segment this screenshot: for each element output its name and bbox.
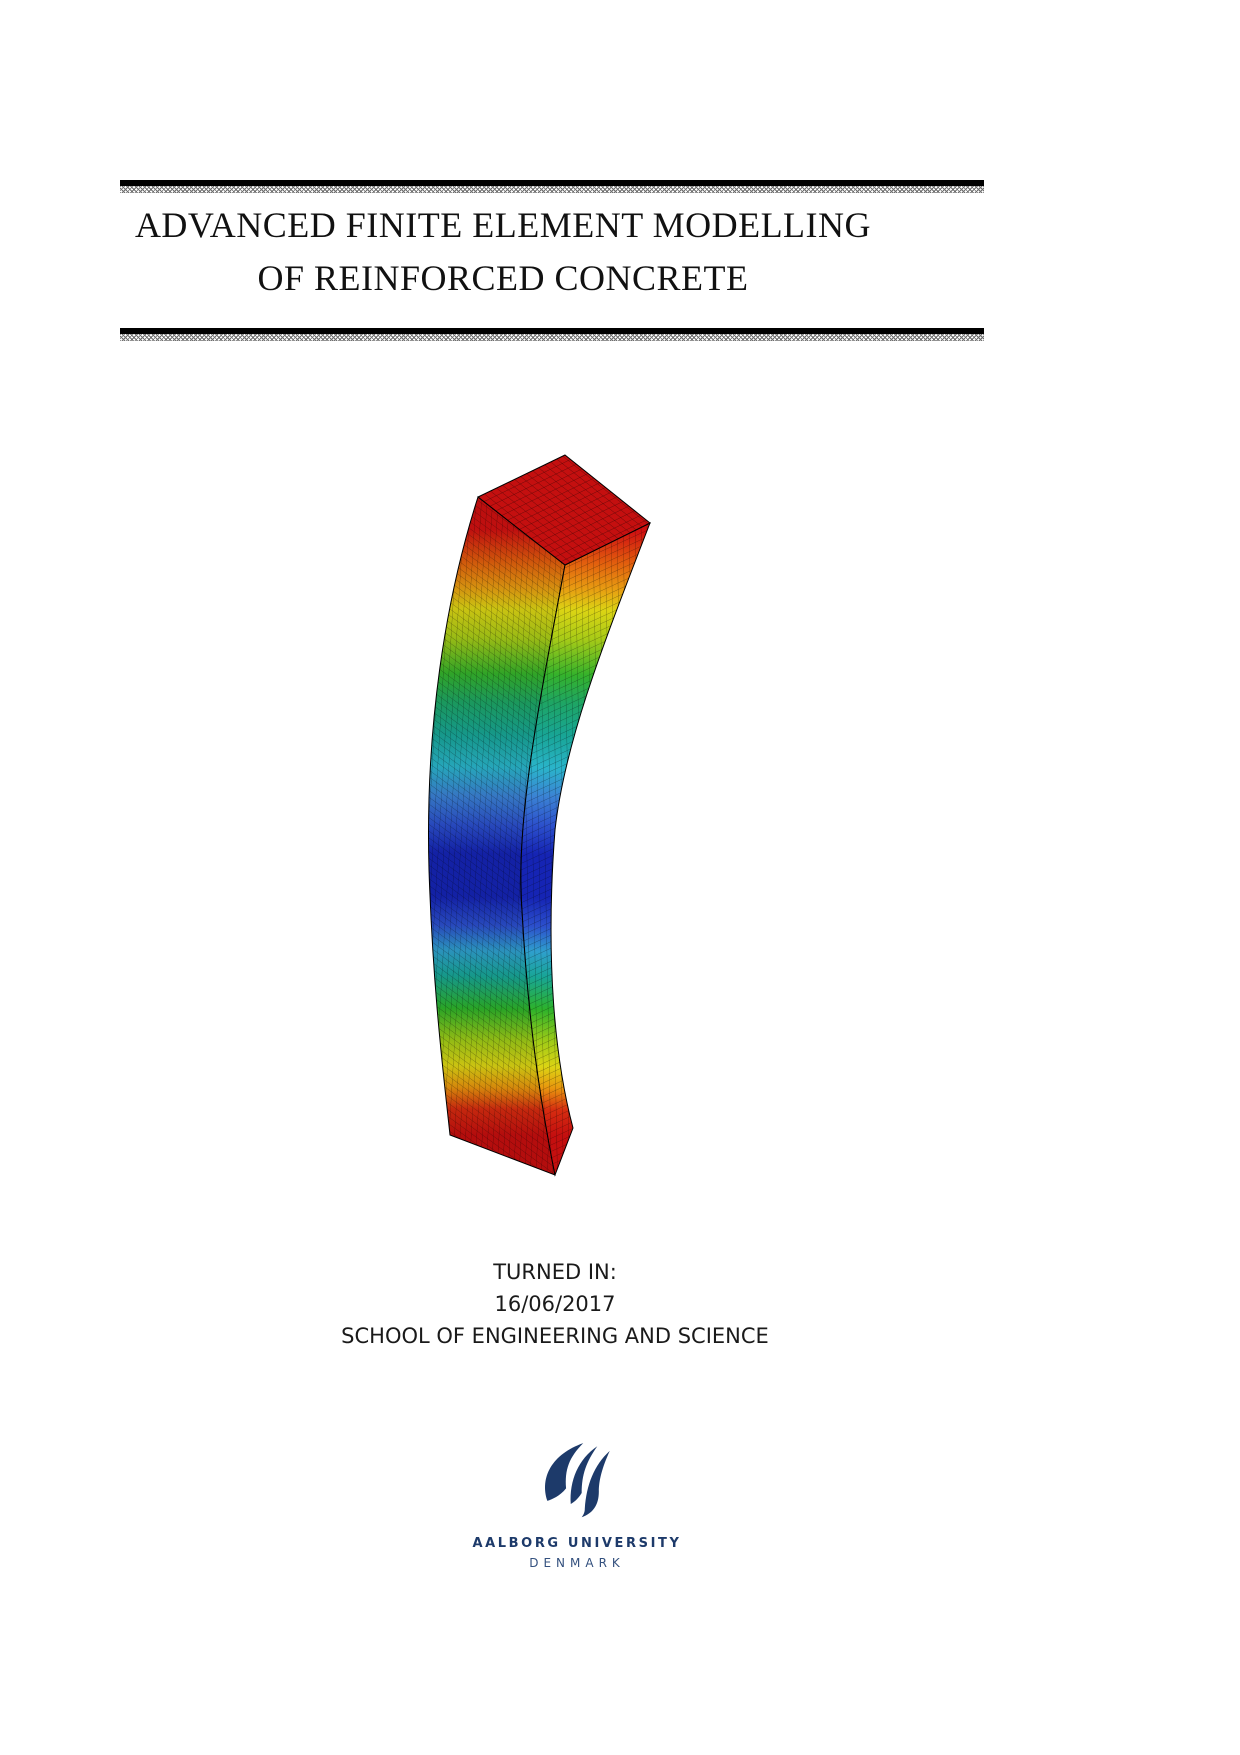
title-top-border — [120, 180, 984, 193]
turned-in-label: TURNED IN: — [493, 1260, 617, 1284]
title-top-border-art-strip — [120, 186, 984, 193]
report-title-line-2: OF REINFORCED CONCRETE — [257, 258, 749, 298]
aalborg-university-logo — [142, 1440, 1012, 1570]
title-bottom-border-art-strip — [120, 334, 984, 341]
report-title-line-1: ADVANCED FINITE ELEMENT MODELLING — [134, 205, 872, 245]
logo-institution-name: AALBORG UNIVERSITY — [472, 1536, 682, 1551]
school-name: SCHOOL OF ENGINEERING AND SCIENCE — [341, 1324, 769, 1348]
title-bottom-border — [120, 328, 984, 341]
submission-info — [120, 1256, 990, 1352]
aau-swoosh-icon — [538, 1440, 616, 1518]
fem-column-figure — [415, 400, 715, 1190]
turned-in-date: 16/06/2017 — [494, 1292, 616, 1316]
logo-country-name: DENMARK — [529, 1556, 625, 1570]
